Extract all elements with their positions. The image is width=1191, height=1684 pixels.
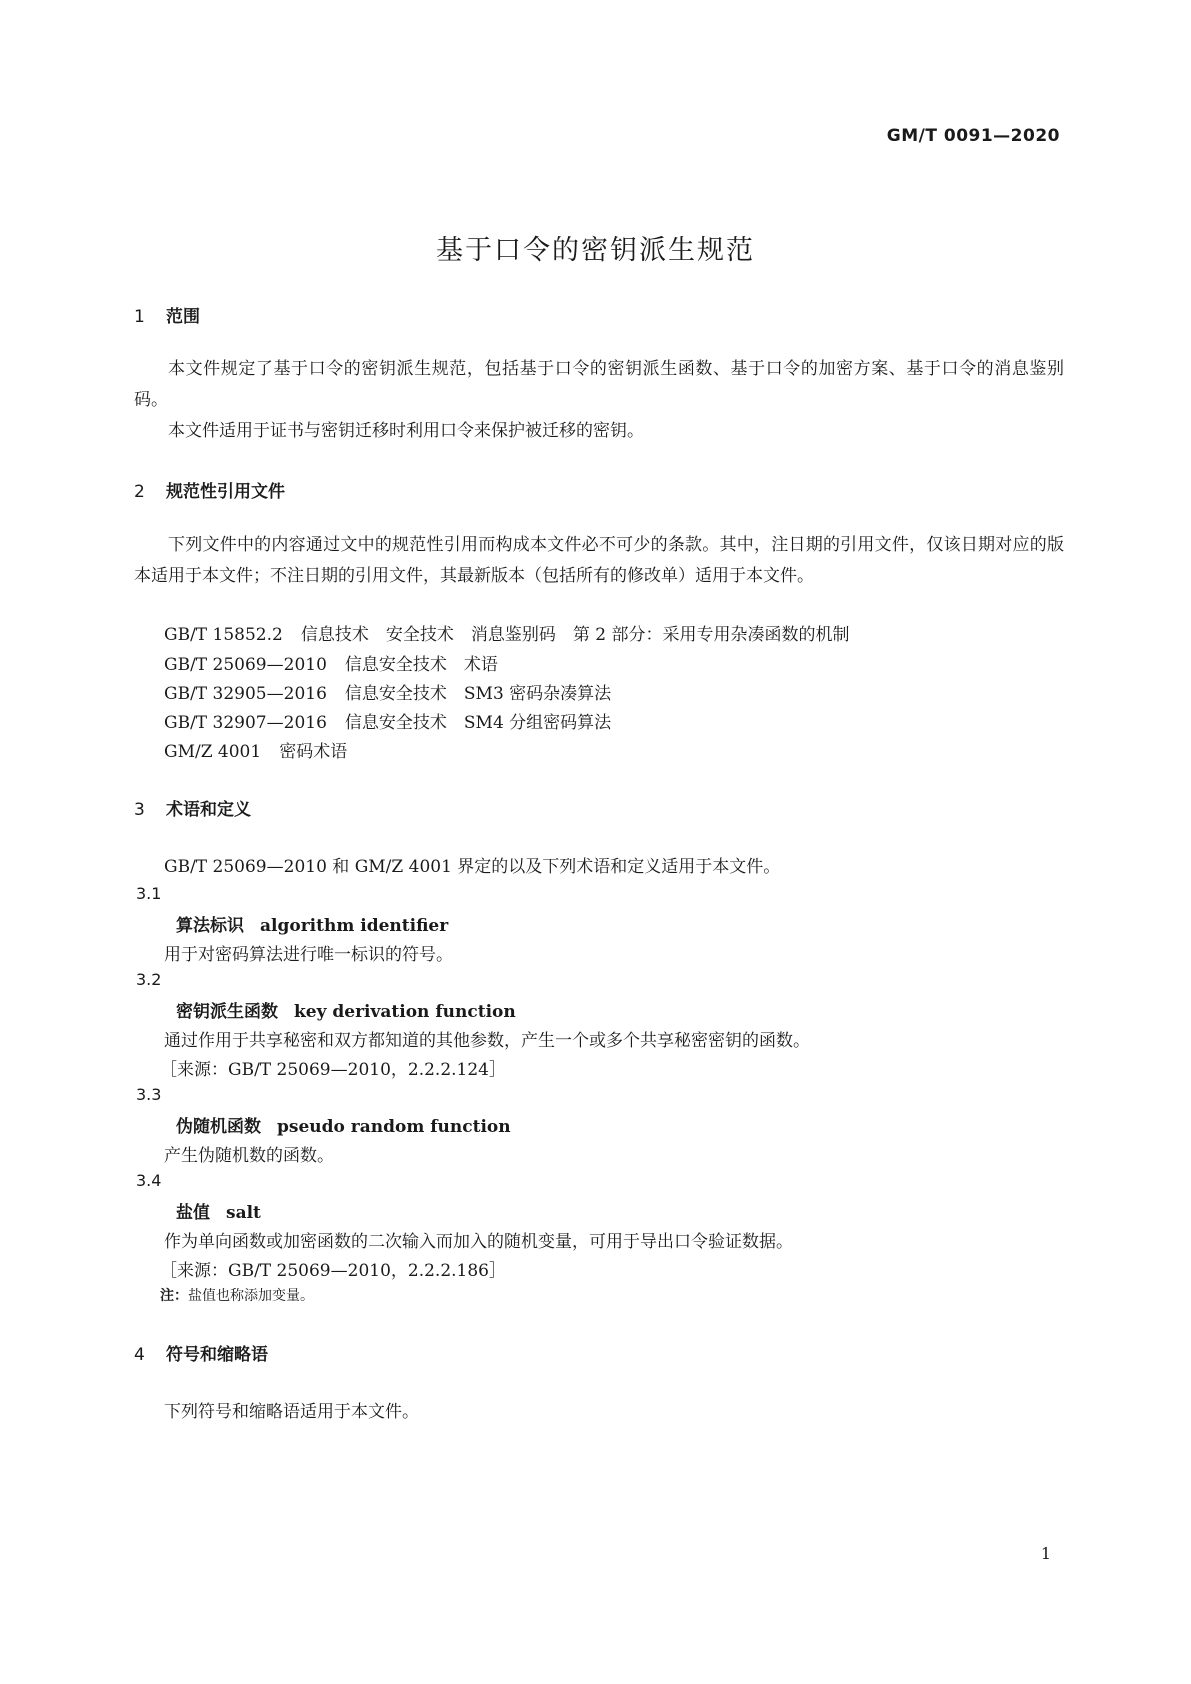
- note-label: 注：: [160, 1288, 188, 1304]
- section-1-paragraph-1: 本文件规定了基于口令的密钥派生规范，包括基于口令的密钥派生函数、基于口令的加密方案、基于口令的消息鉴别码。: [134, 359, 1064, 410]
- page-number: 1: [1040, 1544, 1051, 1563]
- term-number: 3.2: [136, 970, 162, 989]
- reference-item: [164, 679, 611, 704]
- section-3-intro: GB/T 25069—2010 和 GM/Z 4001 界定的以及下列术语和定义适用于本文件。: [164, 857, 781, 877]
- term-heading: [176, 997, 516, 1022]
- section-number: 2: [134, 482, 145, 502]
- term-definition: 作为单向函数或加密函数的二次输入而加入的随机变量，可用于导出口令验证数据。: [164, 1232, 793, 1252]
- term-source: ［来源：GB/T 25069—2010，2.2.2.186］: [160, 1261, 506, 1281]
- term-number: 3.4: [136, 1171, 162, 1190]
- term-zh: 伪随机函数: [176, 1117, 261, 1137]
- term-note: [160, 1285, 314, 1305]
- term-zh: 盐值: [176, 1203, 210, 1223]
- section-number: 4: [134, 1345, 145, 1365]
- section-title: 符号和缩略语: [166, 1345, 268, 1365]
- reference-code: GM/Z 4001: [164, 742, 262, 762]
- reference-code: GB/T 32905—2016: [164, 684, 327, 704]
- note-text: 盐值也称添加变量。: [188, 1288, 314, 1304]
- reference-item: [164, 650, 498, 675]
- reference-code: GB/T 15852.2: [164, 625, 283, 645]
- section-4-paragraph-1: 下列符号和缩略语适用于本文件。: [164, 1402, 419, 1422]
- reference-title: 信息技术 安全技术 消息鉴别码 第 2 部分：采用专用杂凑函数的机制: [300, 625, 850, 645]
- section-4-heading: [134, 1340, 268, 1365]
- section-number: 3: [134, 800, 145, 820]
- document-title: 基于口令的密钥派生规范: [436, 235, 755, 266]
- term-definition: 通过作用于共享秘密和双方都知道的其他参数，产生一个或多个共享秘密密钥的函数。: [164, 1031, 810, 1051]
- term-definition: 产生伪随机数的函数。: [164, 1146, 334, 1166]
- reference-title: 信息安全技术 SM3 密码杂凑算法: [344, 684, 612, 704]
- term-en: pseudo random function: [277, 1117, 511, 1137]
- section-2-heading: [134, 477, 285, 502]
- section-1-heading: [134, 302, 200, 327]
- section-title: 范围: [166, 307, 200, 327]
- reference-title: 信息安全技术 SM4 分组密码算法: [344, 713, 612, 733]
- section-title: 规范性引用文件: [166, 482, 285, 502]
- term-en: key derivation function: [294, 1002, 516, 1022]
- section-number: 1: [134, 307, 145, 327]
- term-number: 3.3: [136, 1085, 162, 1104]
- reference-title: 信息安全技术 术语: [344, 655, 498, 675]
- section-3-heading: [134, 795, 251, 820]
- reference-item: [164, 708, 611, 733]
- section-title: 术语和定义: [166, 800, 251, 820]
- term-en: algorithm identifier: [260, 916, 449, 936]
- term-number: 3.1: [136, 884, 162, 903]
- reference-item: [164, 737, 347, 762]
- reference-code: GB/T 25069—2010: [164, 655, 327, 675]
- term-source: ［来源：GB/T 25069—2010，2.2.2.124］: [160, 1060, 506, 1080]
- term-heading: [176, 1198, 261, 1223]
- term-heading: [176, 1112, 511, 1137]
- term-en: salt: [226, 1203, 261, 1223]
- standard-code: GM/T 0091—2020: [886, 126, 1060, 146]
- reference-item: [164, 620, 849, 645]
- term-heading: [176, 911, 448, 936]
- term-definition: 用于对密码算法进行唯一标识的符号。: [164, 945, 453, 965]
- reference-title: 密码术语: [279, 742, 348, 762]
- reference-code: GB/T 32907—2016: [164, 713, 327, 733]
- section-2-paragraph-1: 下列文件中的内容通过文中的规范性引用而构成本文件必不可少的条款。其中，注日期的引用文件，仅该日期对应的版本适用于本文件；不注日期的引用文件，其最新版本（包括所有的修改单）适用于本文件。: [134, 535, 1064, 586]
- section-1-paragraph-2: 本文件适用于证书与密钥迁移时利用口令来保护被迁移的密钥。: [168, 421, 644, 441]
- term-zh: 密钥派生函数: [176, 1002, 278, 1022]
- term-zh: 算法标识: [176, 916, 244, 936]
